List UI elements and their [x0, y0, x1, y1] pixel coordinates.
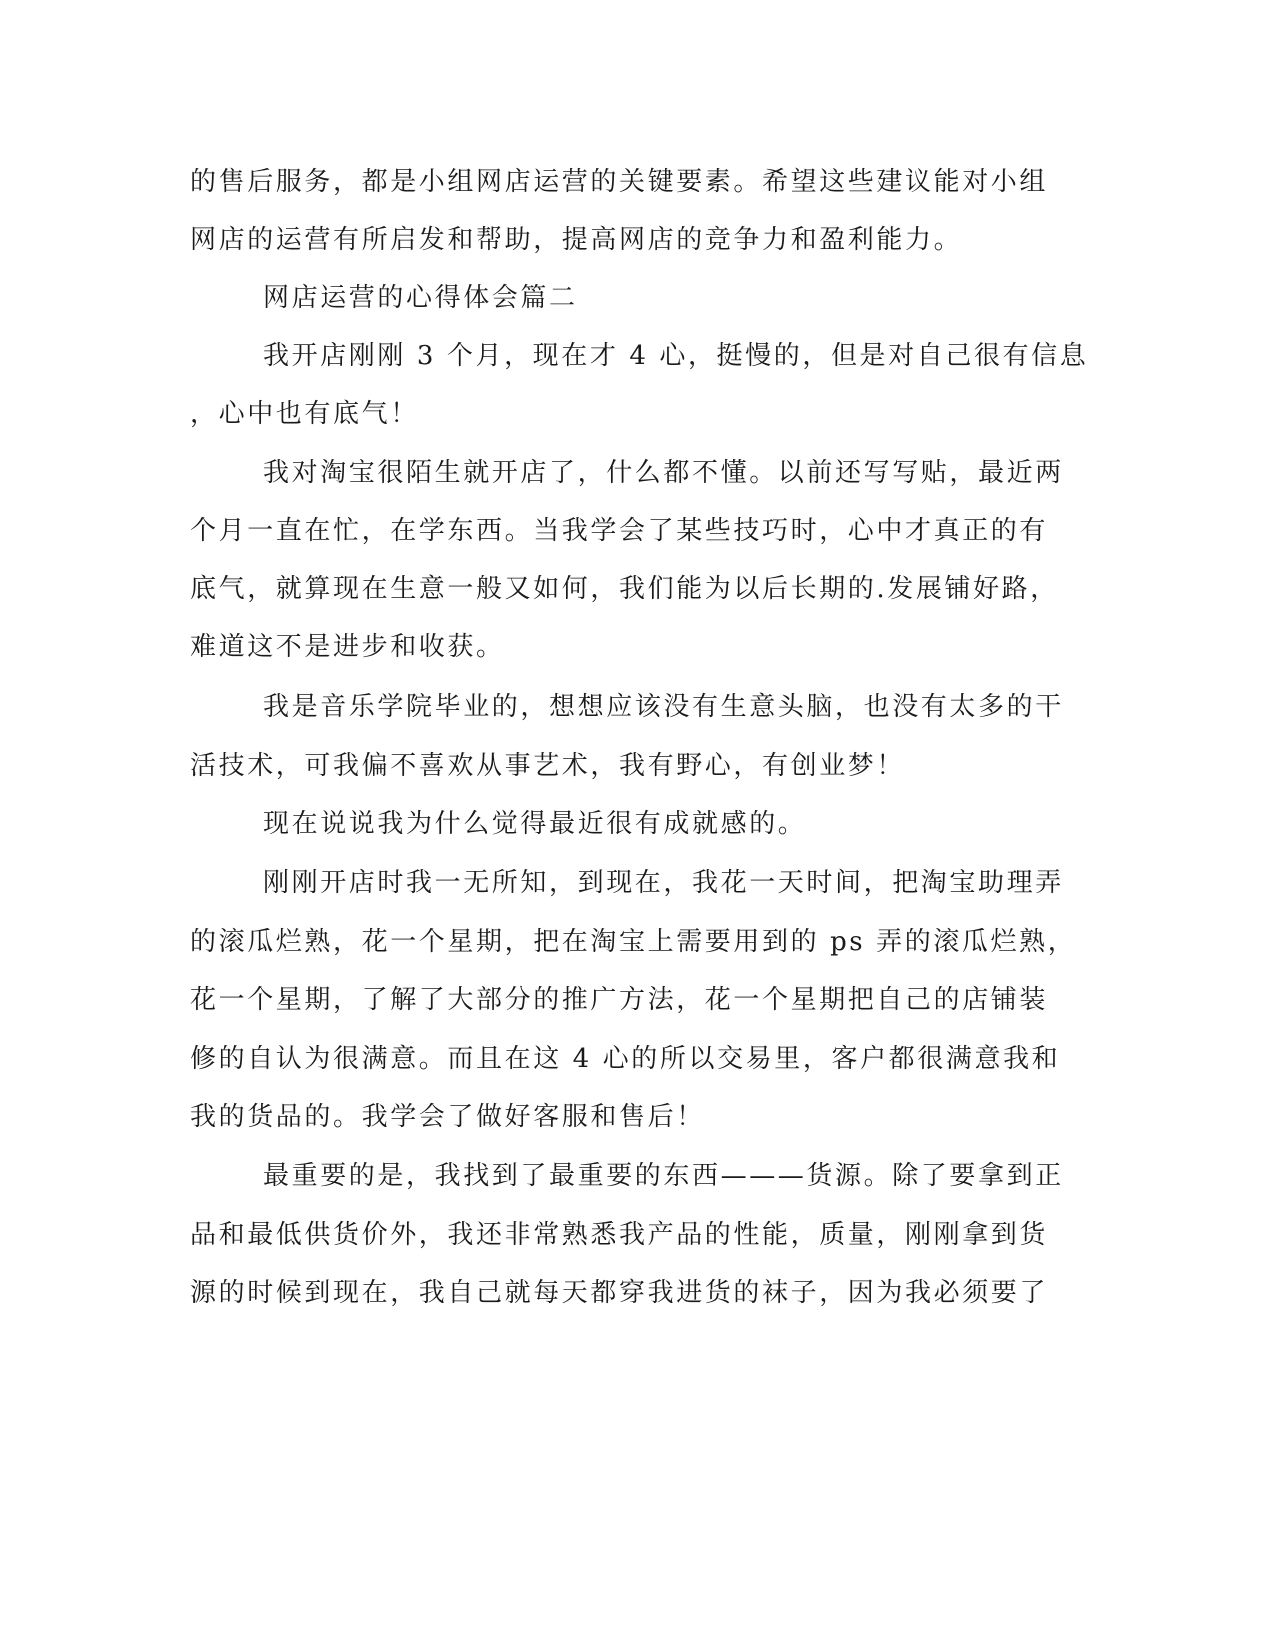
text-line: 活技术，可我偏不喜欢从事艺术，我有野心，有创业梦！: [190, 751, 906, 781]
text-line: 个月一直在忙，在学东西。当我学会了某些技巧时，心中才真正的有: [190, 516, 1049, 546]
text-line: 我对淘宝很陌生就开店了，什么都不懂。以前还写写贴，最近两: [263, 458, 1064, 488]
text-line: 最重要的是，我找到了最重要的东西———货源。除了要拿到正: [263, 1161, 1064, 1191]
text-line: ，心中也有底气！: [190, 399, 419, 429]
text-line: 我是音乐学院毕业的，想想应该没有生意头脑，也没有太多的干: [263, 692, 1064, 722]
text-line: 刚刚开店时我一无所知，到现在，我花一天时间，把淘宝助理弄: [263, 868, 1064, 898]
text-line: 底气，就算现在生意一般又如何，我们能为以后长期的.发展铺好路，: [190, 574, 1059, 604]
text-line: 源的时候到现在，我自己就每天都穿我进货的袜子，因为我必须要了: [190, 1278, 1049, 1308]
text-line: 我开店刚刚 3 个月，现在才 4 心，挺慢的，但是对自己很有信息: [263, 341, 1089, 371]
text-line: 网店的运营有所启发和帮助，提高网店的竞争力和盈利能力。: [190, 225, 963, 255]
text-line: 我的货品的。我学会了做好客服和售后！: [190, 1102, 705, 1132]
text-line: 的售后服务，都是小组网店运营的关键要素。希望这些建议能对小组: [190, 167, 1049, 197]
text-line: 的滚瓜烂熟，花一个星期，把在淘宝上需要用到的 ps 弄的滚瓜烂熟，: [190, 927, 1077, 957]
text-line: 花一个星期，了解了大部分的推广方法，花一个星期把自己的店铺装: [190, 985, 1049, 1015]
section-heading: 网店运营的心得体会篇二: [263, 283, 578, 313]
text-line: 现在说说我为什么觉得最近很有成就感的。: [263, 809, 807, 839]
text-line: 品和最低供货价外，我还非常熟悉我产品的性能，质量，刚刚拿到货: [190, 1220, 1049, 1250]
text-line: 难道这不是进步和收获。: [190, 632, 505, 662]
text-line: 修的自认为很满意。而且在这 4 心的所以交易里，客户都很满意我和: [190, 1044, 1061, 1074]
